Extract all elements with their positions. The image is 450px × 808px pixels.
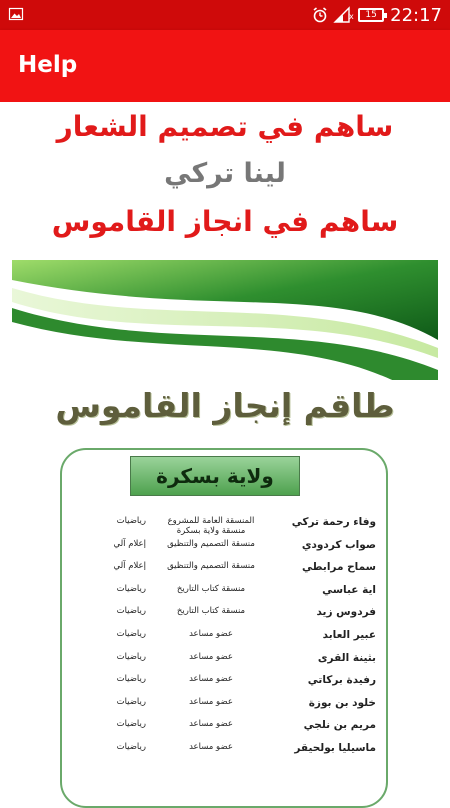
member-specialty: رياضيات bbox=[116, 741, 146, 752]
alarm-icon bbox=[312, 7, 328, 23]
member-name: فردوس زيد bbox=[316, 606, 376, 619]
member-name: بثينة القرى bbox=[317, 651, 376, 664]
app-bar bbox=[0, 30, 450, 102]
member-row bbox=[86, 719, 376, 742]
member-specialty: رياضيات bbox=[116, 719, 146, 730]
image-icon bbox=[9, 8, 23, 20]
member-name: سماح مرابطي bbox=[302, 561, 376, 574]
member-role: منسقة كتاب التاريخ bbox=[176, 606, 246, 617]
clock: 22:17 bbox=[390, 4, 442, 26]
member-row bbox=[86, 697, 376, 720]
member-row bbox=[86, 606, 376, 629]
member-row bbox=[86, 674, 376, 697]
green-wave-banner bbox=[12, 260, 438, 380]
team-title: طاقم إنجاز القاموس bbox=[55, 386, 395, 425]
member-role: عضو مساعد bbox=[189, 674, 233, 685]
member-role: عضو مساعد bbox=[189, 651, 233, 662]
member-name: مريم بن نلجي bbox=[303, 719, 376, 732]
member-name: اية عباسي bbox=[322, 583, 376, 596]
logo-designer-name: لينا تركي bbox=[164, 158, 286, 189]
battery-icon bbox=[358, 8, 384, 22]
member-role: عضو مساعد bbox=[189, 696, 233, 707]
member-specialty: رياضيات bbox=[116, 651, 146, 662]
member-specialty: رياضيات bbox=[116, 516, 146, 526]
logo-credit-heading: ساهم في تصميم الشعار bbox=[56, 110, 394, 143]
member-specialty: رياضيات bbox=[116, 606, 146, 617]
signal-icon bbox=[334, 7, 352, 23]
status-bar bbox=[0, 0, 450, 30]
member-specialty: إعلام آلي bbox=[113, 538, 146, 549]
member-name: عبير العابد bbox=[322, 628, 376, 641]
member-row bbox=[86, 742, 376, 765]
member-row bbox=[86, 584, 376, 607]
dictionary-credit-heading: ساهم في انجاز القاموس bbox=[51, 205, 399, 238]
team-poster-image bbox=[12, 260, 438, 800]
member-name: وفاء رحمة تركي bbox=[291, 516, 376, 528]
member-specialty: رياضيات bbox=[116, 583, 146, 594]
members-list bbox=[86, 516, 376, 765]
member-name: رفيدة بركاتي bbox=[307, 674, 376, 687]
member-name: صواب كردودي bbox=[301, 538, 376, 551]
member-specialty: رياضيات bbox=[116, 628, 146, 639]
member-row bbox=[86, 629, 376, 652]
member-row bbox=[86, 652, 376, 675]
member-row bbox=[86, 561, 376, 584]
member-role: عضو مساعد bbox=[189, 741, 233, 752]
region-label: ولاية بسكرة bbox=[130, 456, 300, 496]
svg-text:x: x bbox=[349, 12, 354, 21]
member-name: خلود بن بوزة bbox=[308, 696, 376, 709]
member-role: عضو مساعد bbox=[189, 628, 233, 639]
member-specialty: إعلام آلي bbox=[113, 561, 146, 572]
member-role: عضو مساعد bbox=[189, 719, 233, 730]
member-specialty: رياضيات bbox=[116, 696, 146, 707]
member-role: منسقة كتاب التاريخ bbox=[176, 583, 246, 594]
help-content[interactable] bbox=[0, 102, 450, 800]
member-role: منسقة التصميم والتنظيق bbox=[167, 538, 255, 549]
member-row bbox=[86, 516, 376, 539]
battery-level: 15 bbox=[365, 10, 377, 20]
member-name: ماسيليا بولحيقر bbox=[294, 741, 376, 754]
member-role: المنسقة العامة للمشروع منسقة ولاية بسكرة bbox=[167, 516, 255, 536]
app-bar-title: Help bbox=[18, 52, 78, 78]
member-row bbox=[86, 539, 376, 562]
member-specialty: رياضيات bbox=[116, 674, 146, 685]
member-role: منسقة التصميم والتنظيق bbox=[167, 561, 255, 572]
